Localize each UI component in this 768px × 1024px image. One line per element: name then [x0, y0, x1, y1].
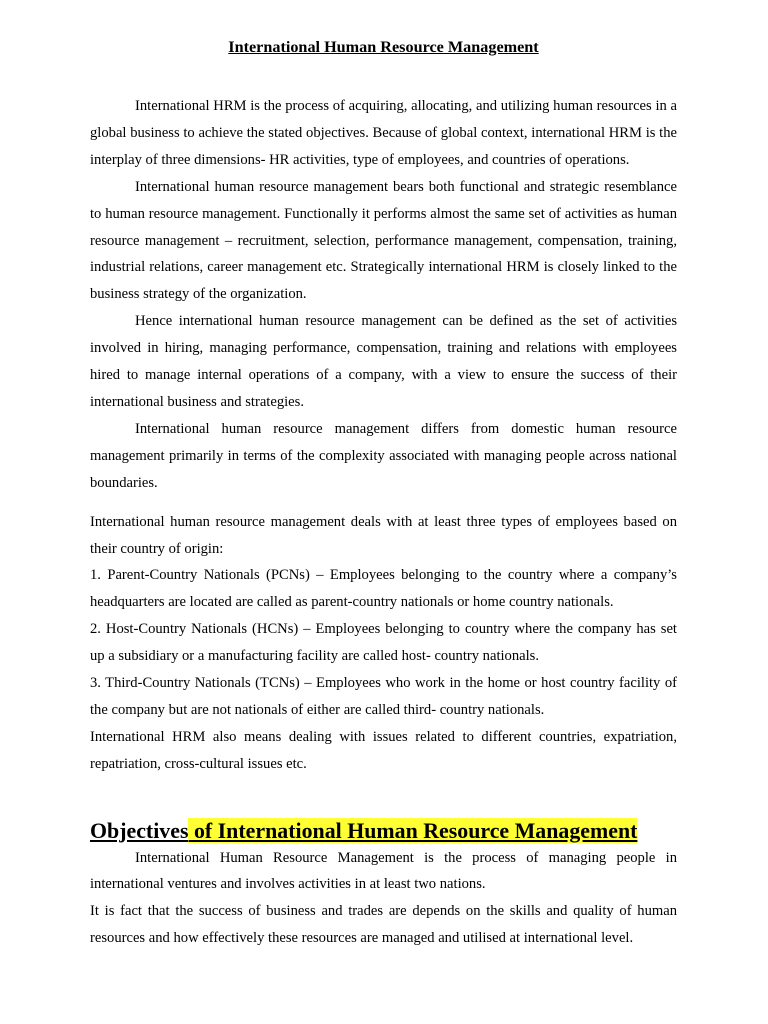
intro-paragraph-3: Hence international human resource management can be defined as the set of activities involved in hiring, managing performance, compensation, training and relations with employees hired to manage internal operations of a company, with a view to ensure the success of their international business and strategies. [90, 313, 677, 410]
document-title: International Human Resource Management [228, 38, 539, 56]
employee-type-tcn: 3. Third-Country Nationals (TCNs) – Employees who work in the home or host country facility of the company but are not nationals of either are called third- country nationals. [90, 675, 677, 718]
employee-type-pcn: 1. Parent-Country Nationals (PCNs) – Employees belonging to the country where a company’s headquarters are located are called as parent-country nationals or home country nationals. [90, 567, 677, 611]
spacer [90, 61, 677, 93]
employee-types-intro: International human resource management deals with at least three types of employees based on their country of origin: [90, 513, 677, 557]
objectives-paragraph-1: International Human Resource Management is the process of managing people in international ventures and involves activities in at least two nations. [90, 849, 677, 893]
closing-note: International HRM also means dealing with issues related to different countries, expatriation, repatriation, cross-cultural issues etc. [90, 728, 677, 772]
employee-type-hcn: 2. Host-Country Nationals (HCNs) – Employees belonging to country where the company has set up a subsidiary or a manufacturing facility are called host- country nationals. [90, 621, 677, 665]
objectives-paragraph-2: It is fact that the success of business and trades are depends on the skills and quality of human resources and how effectively these resources are managed and utilised at international level. [90, 903, 677, 947]
intro-paragraph-1: International HRM is the process of acquiring, allocating, and utilizing human resources in a global business to achieve the stated objectives. Because of global context, international HRM is the interplay of three dimensions- HR activities, type of employees, and countries of operations. [90, 98, 677, 168]
spacer [90, 497, 677, 509]
objectives-heading [90, 818, 677, 845]
objectives-heading-plain: Objectives [90, 817, 189, 843]
intro-paragraph-4: International human resource management differs from domestic human resource management primarily in terms of the complexity associated with managing people across national boundaries. [90, 420, 677, 491]
objectives-heading-highlight: of International Human Resource Management [188, 817, 638, 843]
intro-paragraph-2: International human resource management bears both functional and strategic resemblance to human resource management. Functionally it performs almost the same set of activities as human resource management – recruitment, selection, performance management, compensation, training, industrial relations, career management etc. Strategically international HRM is closely linked to the business strategy of the organization. [90, 178, 677, 303]
document-page [90, 33, 677, 952]
spacer [90, 778, 677, 818]
